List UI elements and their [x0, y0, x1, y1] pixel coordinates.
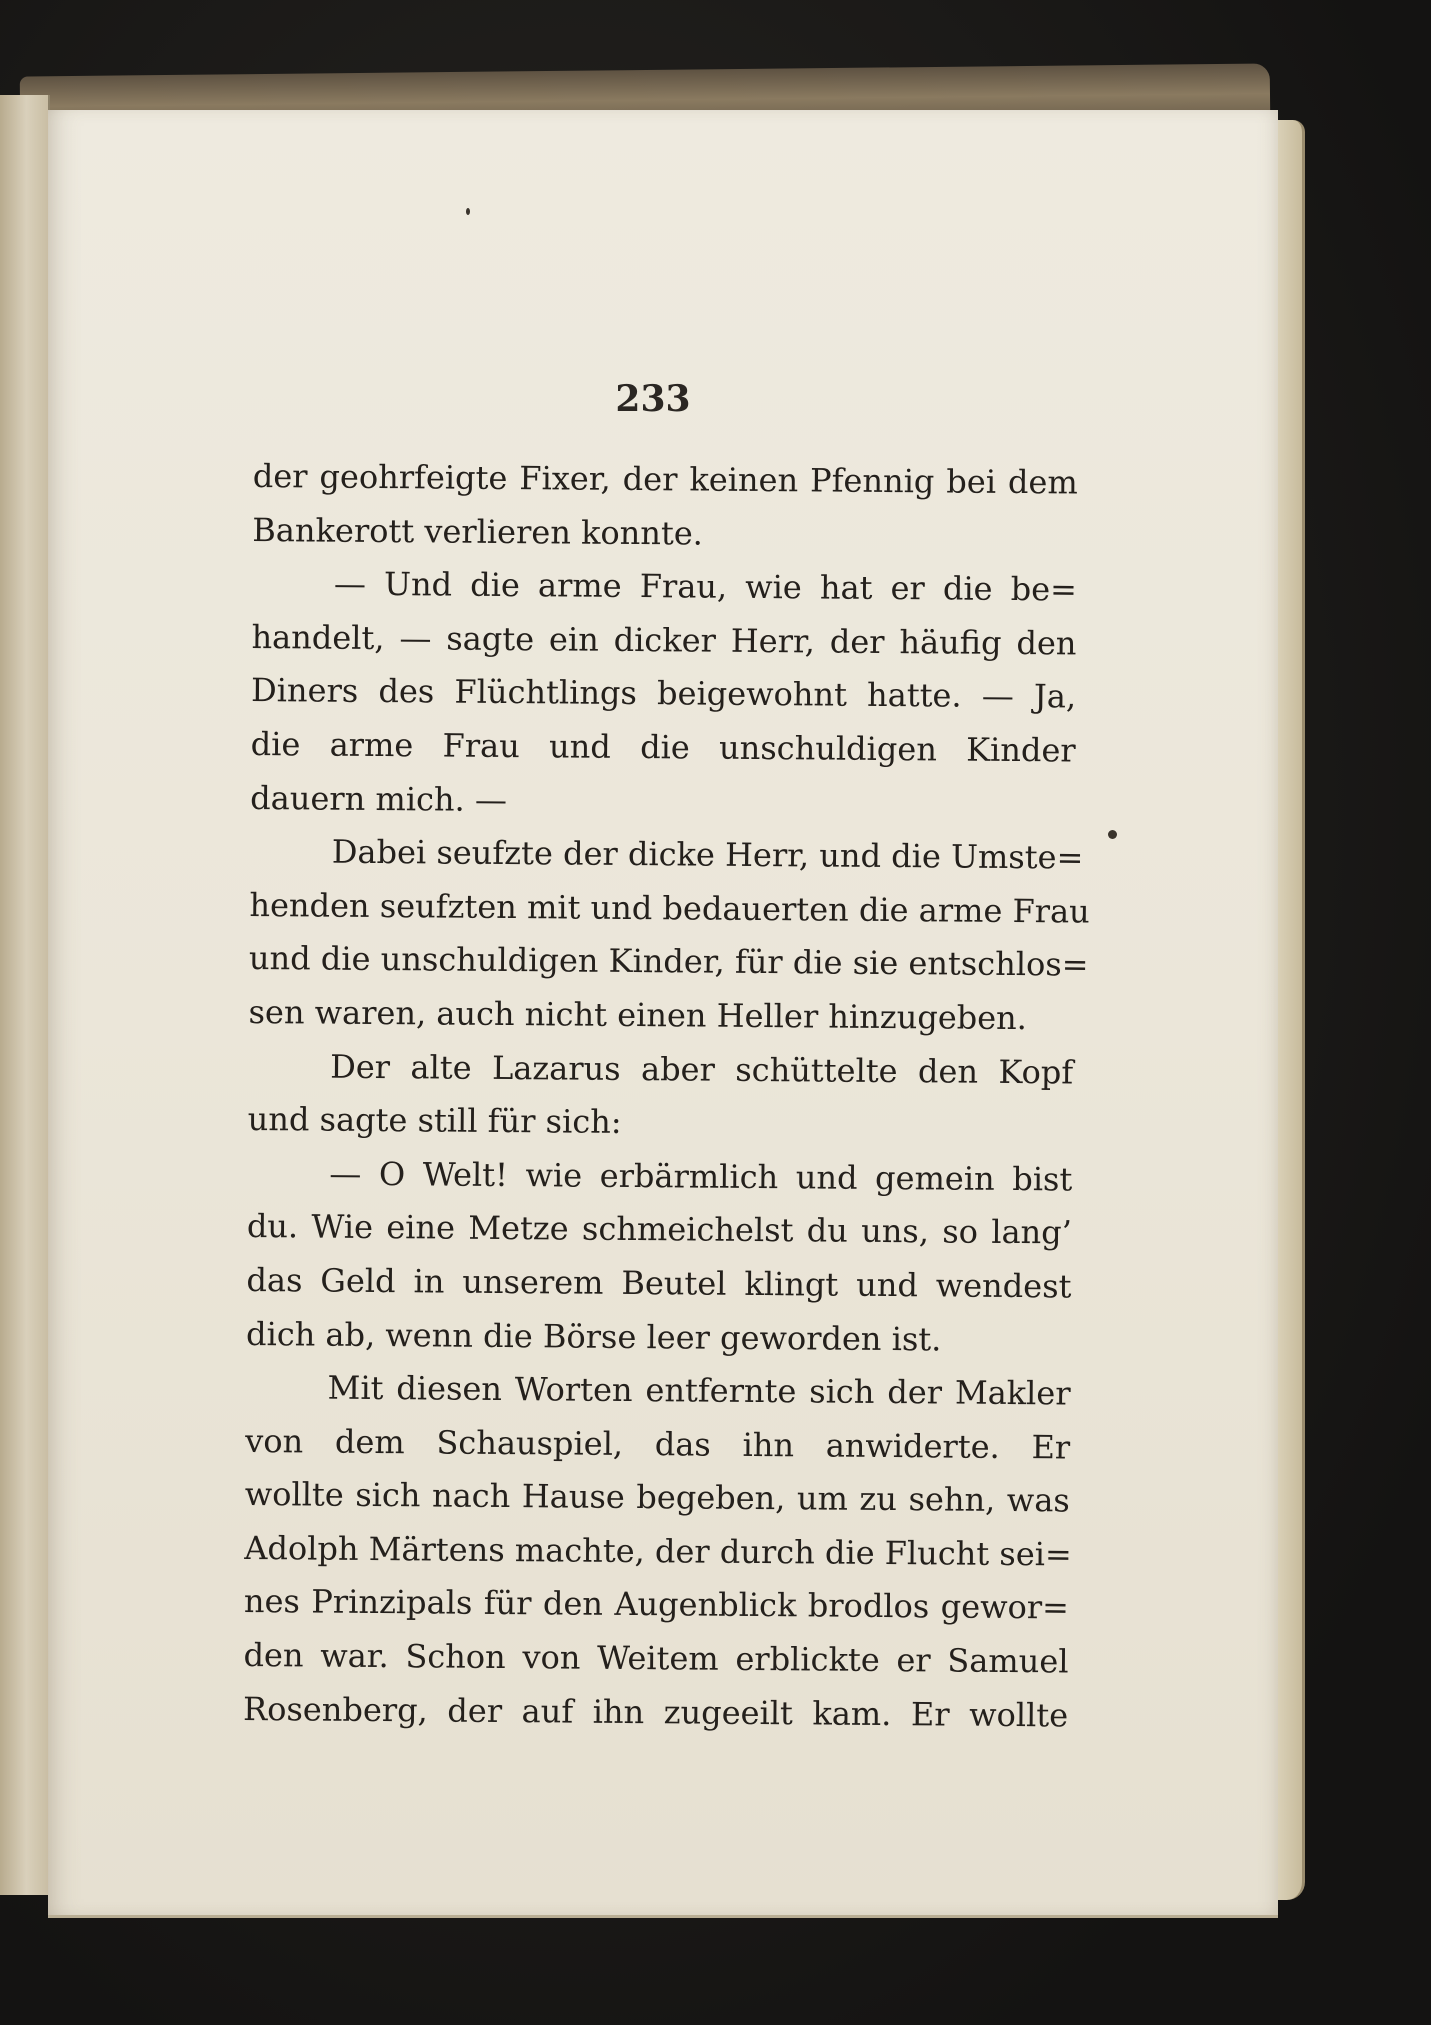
text-line: henden seufzten mit und bedauerten die arme Frau	[249, 885, 1090, 931]
text-line: der geohrfeigte Fixer, der keinen Pfennig bei dem	[252, 456, 1078, 502]
text-line: und sagte still für sich:	[247, 1100, 622, 1142]
book-page	[48, 110, 1278, 1918]
text-line: sen waren, auch nicht einen Heller hinzugeben.	[248, 992, 1028, 1038]
text-line: wollte sich nach Hause begeben, um zu sehn, was	[244, 1475, 1070, 1520]
text-line: dich ab, wenn die Börse leer geworden ist.	[245, 1314, 942, 1358]
facing-page-edge	[0, 95, 50, 1895]
text-line: Adolph Märtens machte, der durch die Flucht sei=	[244, 1528, 1072, 1574]
text-line: und die unschuldigen Kinder, für die sie entschlos=	[248, 939, 1089, 984]
page-number: 233	[615, 378, 691, 420]
text-line: Diners des Flüchtlings beigewohnt hatte. — Ja,	[250, 671, 1077, 716]
text-line: nes Prinzipals für den Augenblick brodlos gewor=	[243, 1582, 1070, 1627]
text-line: — Und die arme Frau, wie hat er die be=	[333, 564, 1078, 609]
text-line: Rosenberg, der auf ihn zugeeilt kam. Er wollte	[242, 1689, 1069, 1735]
text-line: von dem Schauspiel, das ihn anwiderte. Er	[245, 1421, 1071, 1467]
text-line: die arme Frau und die unschuldigen Kinder	[250, 724, 1076, 770]
text-line: Bankerott verlieren konnte.	[252, 510, 704, 553]
text-line: — O Welt! wie erbärmlich und gemein bist	[329, 1154, 1073, 1199]
ink-speck	[466, 208, 470, 215]
text-line: Der alte Lazarus aber schüttelte den Kopf	[330, 1047, 1074, 1091]
text-line: Mit diesen Worten entfernte sich der Makler	[327, 1368, 1071, 1413]
text-line: handelt, — sagte ein dicker Herr, der häufig den	[251, 617, 1077, 663]
text-line: Dabei seufzte der dicke Herr, und die Umste=	[331, 832, 1084, 877]
text-line: das Geld in unserem Beutel klingt und wendest	[246, 1260, 1072, 1306]
text-line: dauern mich. —	[250, 778, 508, 819]
text-line: du. Wie eine Metze schmeichelst du uns, so lang’	[246, 1207, 1073, 1252]
body-text	[242, 450, 1090, 1743]
ink-speck	[1108, 830, 1117, 839]
text-line: den war. Schon von Weitem erblickte er Samuel	[243, 1636, 1069, 1681]
